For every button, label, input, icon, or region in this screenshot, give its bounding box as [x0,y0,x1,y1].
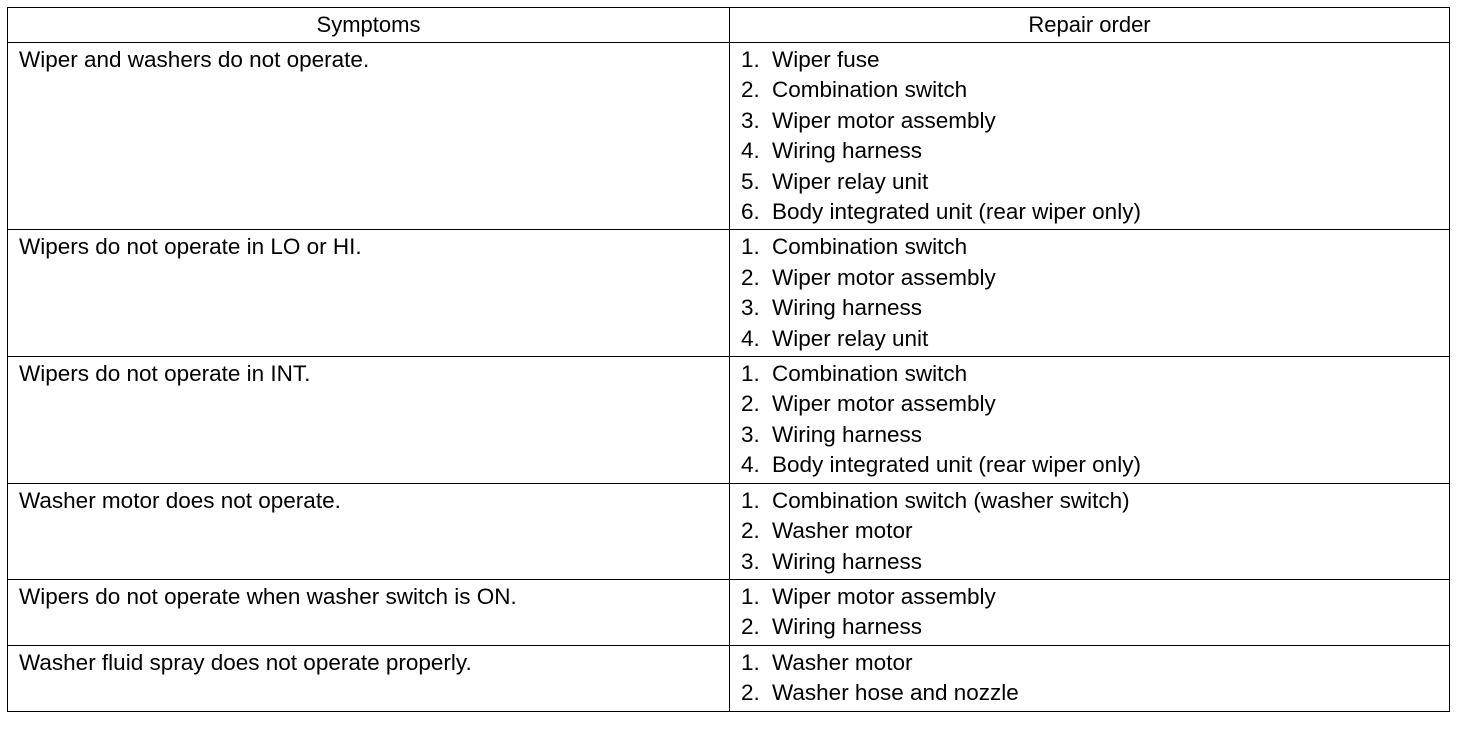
table-header-row [8,8,1450,43]
repair-step-number: 2. [741,391,760,417]
table-row [8,579,1450,645]
repair-step-text: Combination switch [772,361,968,387]
repair-step-number: 4. [741,452,760,478]
repair-step-number: 2. [741,680,760,706]
repair-step-text: Washer hose and nozzle [772,680,1019,706]
repair-step [741,612,1449,642]
repair-step [741,450,1449,480]
symptom-cell [8,645,730,711]
repair-step-number: 2. [741,614,760,640]
repair-step [741,648,1449,678]
repair-step [741,136,1449,166]
repair-step-text: Wiring harness [772,548,923,574]
repair-step-number: 1. [741,583,760,609]
repair-step [741,197,1449,227]
repair-step-number: 3. [741,548,760,574]
repair-order-cell [730,483,1450,579]
table-row [8,43,1450,230]
repair-step-number: 4. [741,138,760,164]
repair-step-number: 1. [741,487,760,513]
repair-step-text: Body integrated unit (rear wiper only) [772,452,1141,478]
repair-step [741,232,1449,262]
symptom-cell [8,357,730,484]
repair-step-text: Combination switch [772,77,968,103]
repair-step-text: Wiper fuse [772,47,880,72]
repair-order-cell [730,230,1450,357]
symptoms-column-header: Symptoms [8,8,730,43]
repair-step [741,324,1449,354]
repair-step [741,293,1449,323]
repair-order-column-header: Repair order [730,8,1450,43]
repair-step-text: Washer motor [772,649,913,675]
table-row [8,230,1450,357]
repair-order-list [741,486,1449,577]
repair-step [741,75,1449,105]
symptom-text: Washer fluid spray does not operate properly. [19,649,472,675]
repair-order-list [741,232,1449,354]
symptom-cell [8,43,730,230]
symptom-text: Wipers do not operate in LO or HI. [19,234,362,260]
repair-step-number: 6. [741,199,760,225]
repair-step [741,678,1449,708]
repair-step-number: 2. [741,264,760,290]
repair-order-cell [730,579,1450,645]
symptom-cell [8,230,730,357]
repair-step-number: 3. [741,295,760,321]
repair-step-number: 3. [741,107,760,133]
repair-step [741,263,1449,293]
repair-step [741,516,1449,546]
repair-step-text: Wiper relay unit [772,325,929,351]
repair-step-number: 1. [741,361,760,387]
repair-step-number: 2. [741,77,760,103]
repair-order-list [741,582,1449,643]
repair-step [741,389,1449,419]
repair-order-list [741,648,1449,709]
repair-step [741,582,1449,612]
repair-step-text: Wiring harness [772,138,923,164]
repair-order-cell [730,43,1450,230]
repair-order-list [741,359,1449,481]
repair-step-number: 4. [741,325,760,351]
repair-step [741,167,1449,197]
repair-step-number: 1. [741,649,760,675]
repair-step [741,45,1449,75]
repair-step [741,106,1449,136]
repair-step [741,547,1449,577]
repair-step-number: 3. [741,421,760,447]
symptom-text: Washer motor does not operate. [19,487,341,513]
repair-step-text: Washer motor [772,518,913,544]
table-row [8,645,1450,711]
symptom-repair-table [7,7,1450,712]
table-body [8,43,1450,712]
repair-step-text: Wiper motor assembly [772,583,996,609]
repair-step-number: 5. [741,168,760,194]
repair-step-text: Wiper motor assembly [772,391,996,417]
repair-step [741,486,1449,516]
repair-step-text: Wiring harness [772,295,923,321]
repair-step-text: Combination switch [772,234,968,260]
repair-step-number: 1. [741,234,760,260]
symptom-text: Wipers do not operate in INT. [19,361,311,387]
repair-step-text: Wiper relay unit [772,168,929,194]
symptom-cell [8,579,730,645]
repair-step [741,420,1449,450]
table-row [8,483,1450,579]
repair-step-text: Wiring harness [772,421,923,447]
repair-order-cell [730,357,1450,484]
table-row [8,357,1450,484]
symptom-text: Wiper and washers do not operate. [19,47,370,72]
repair-step-number: 2. [741,518,760,544]
repair-order-list [741,45,1449,227]
repair-step-number: 1. [741,47,760,72]
repair-step-text: Body integrated unit (rear wiper only) [772,199,1141,225]
repair-order-cell [730,645,1450,711]
repair-step-text: Wiper motor assembly [772,107,996,133]
symptom-cell [8,483,730,579]
repair-step-text: Wiring harness [772,614,923,640]
repair-step [741,359,1449,389]
repair-step-text: Wiper motor assembly [772,264,996,290]
symptom-text: Wipers do not operate when washer switch is ON. [19,583,517,609]
repair-step-text: Combination switch (washer switch) [772,487,1130,513]
